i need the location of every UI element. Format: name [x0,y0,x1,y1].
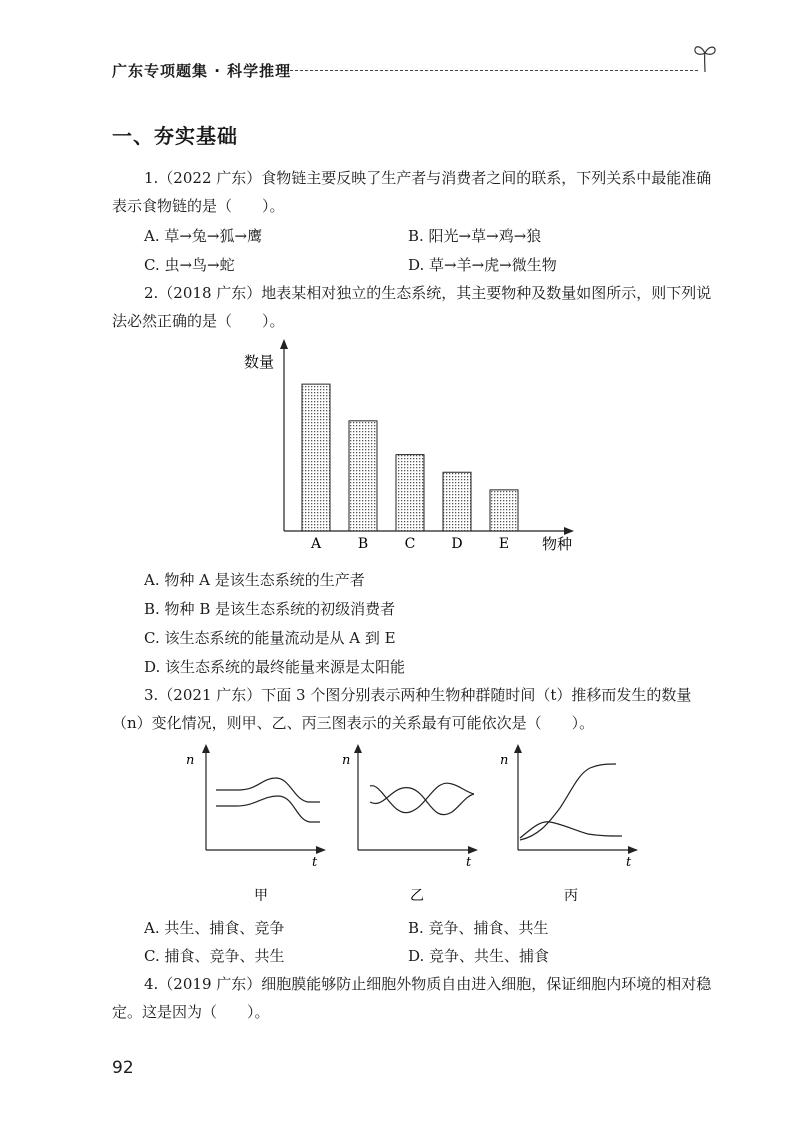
bar-c [396,455,424,531]
question-4-stem: 4.（2019 广东）细胞膜能够防止细胞外物质自由进入细胞，保证细胞内环境的相对稳定。这是因为（ ）。 [112,975,712,1021]
graph-jia-xlabel: t [312,855,318,870]
graph-jia [186,744,326,904]
q2-option-b: B. 物种 B 是该生态系统的初级消费者 [144,600,396,618]
q2-option-c: C. 该生态系统的能量流动是从 A 到 E [144,629,396,647]
q3-option-b: B. 竞争、捕食、共生 [408,919,549,937]
section-title: 一、夯实基础 [112,124,238,148]
q2-option-d: D. 该生态系统的最终能量来源是太阳能 [144,658,406,676]
graph-bing-label: 丙 [564,888,578,904]
q2-option-a: A. 物种 A 是该生态系统的生产者 [144,571,365,589]
graph-jia-curve-2 [216,796,320,822]
graph-jia-curve-1 [216,778,320,802]
graph-bing-ylabel: n [500,753,509,768]
running-header: 广东专项题集 · 科学推理 [112,62,292,80]
q3-option-d: D. 竞争、共生、捕食 [408,947,550,965]
graph-jia-label: 甲 [254,888,268,904]
question-1-stem: 1.（2022 广东）食物链主要反映了生产者与消费者之间的联系，下列关系中最能准确表示食物链的是（ ）。 [112,169,712,215]
graph-bing [500,744,638,904]
graph-bing-xlabel: t [626,855,632,870]
graph-yi-curve-2 [370,788,474,815]
tick-label-a: A [310,536,322,552]
y-axis-label: 数量 [244,353,275,371]
bar-d [443,472,471,531]
question-3-stem: 3.（2021 广东）下面 3 个图分别表示两种生物种群随时间（t）推移而发生的数量（n）变化情况，则甲、乙、丙三图表示的关系最有可能依次是（ ）。 [112,686,692,732]
graph-yi-xlabel: t [466,855,472,870]
tick-label-c: C [404,536,416,552]
species-bar-chart [230,335,590,555]
graph-jia-ylabel: n [186,753,195,768]
q3-option-a: A. 共生、捕食、竞争 [144,919,285,937]
question-2-stem: 2.（2018 广东）地表某相对独立的生态系统，其主要物种及数量如图所示，则下列说法必然正确的是（ ）。 [112,284,712,330]
q1-option-b: B. 阳光→草→鸡→狼 [408,227,542,245]
graph-bing-curve-2 [520,822,622,838]
bar-e [490,490,518,531]
y-axis-arrow [280,339,288,349]
header-divider [290,70,698,71]
q1-option-d: D. 草→羊→虎→微生物 [408,256,557,274]
graph-yi [342,744,478,904]
q1-option-c: C. 虫→鸟→蛇 [144,256,235,274]
q3-option-c: C. 捕食、竞争、共生 [144,947,285,965]
bar-b [349,421,377,531]
x-axis-arrow [564,527,574,535]
graph-yi-curve-1 [370,783,474,813]
page-number: 92 [112,1058,134,1078]
tick-label-b: B [357,536,369,552]
q1-option-a: A. 草→兔→狐→鹰 [144,227,263,245]
x-axis-label: 物种 [542,535,573,553]
tick-label-d: D [451,536,463,552]
sprout-icon [692,40,718,74]
population-graphs [170,740,650,910]
tick-label-e: E [498,536,510,552]
graph-yi-ylabel: n [342,753,351,768]
graph-yi-label: 乙 [410,888,424,904]
bar-a [302,384,330,531]
graph-bing-curve-1 [520,764,616,840]
